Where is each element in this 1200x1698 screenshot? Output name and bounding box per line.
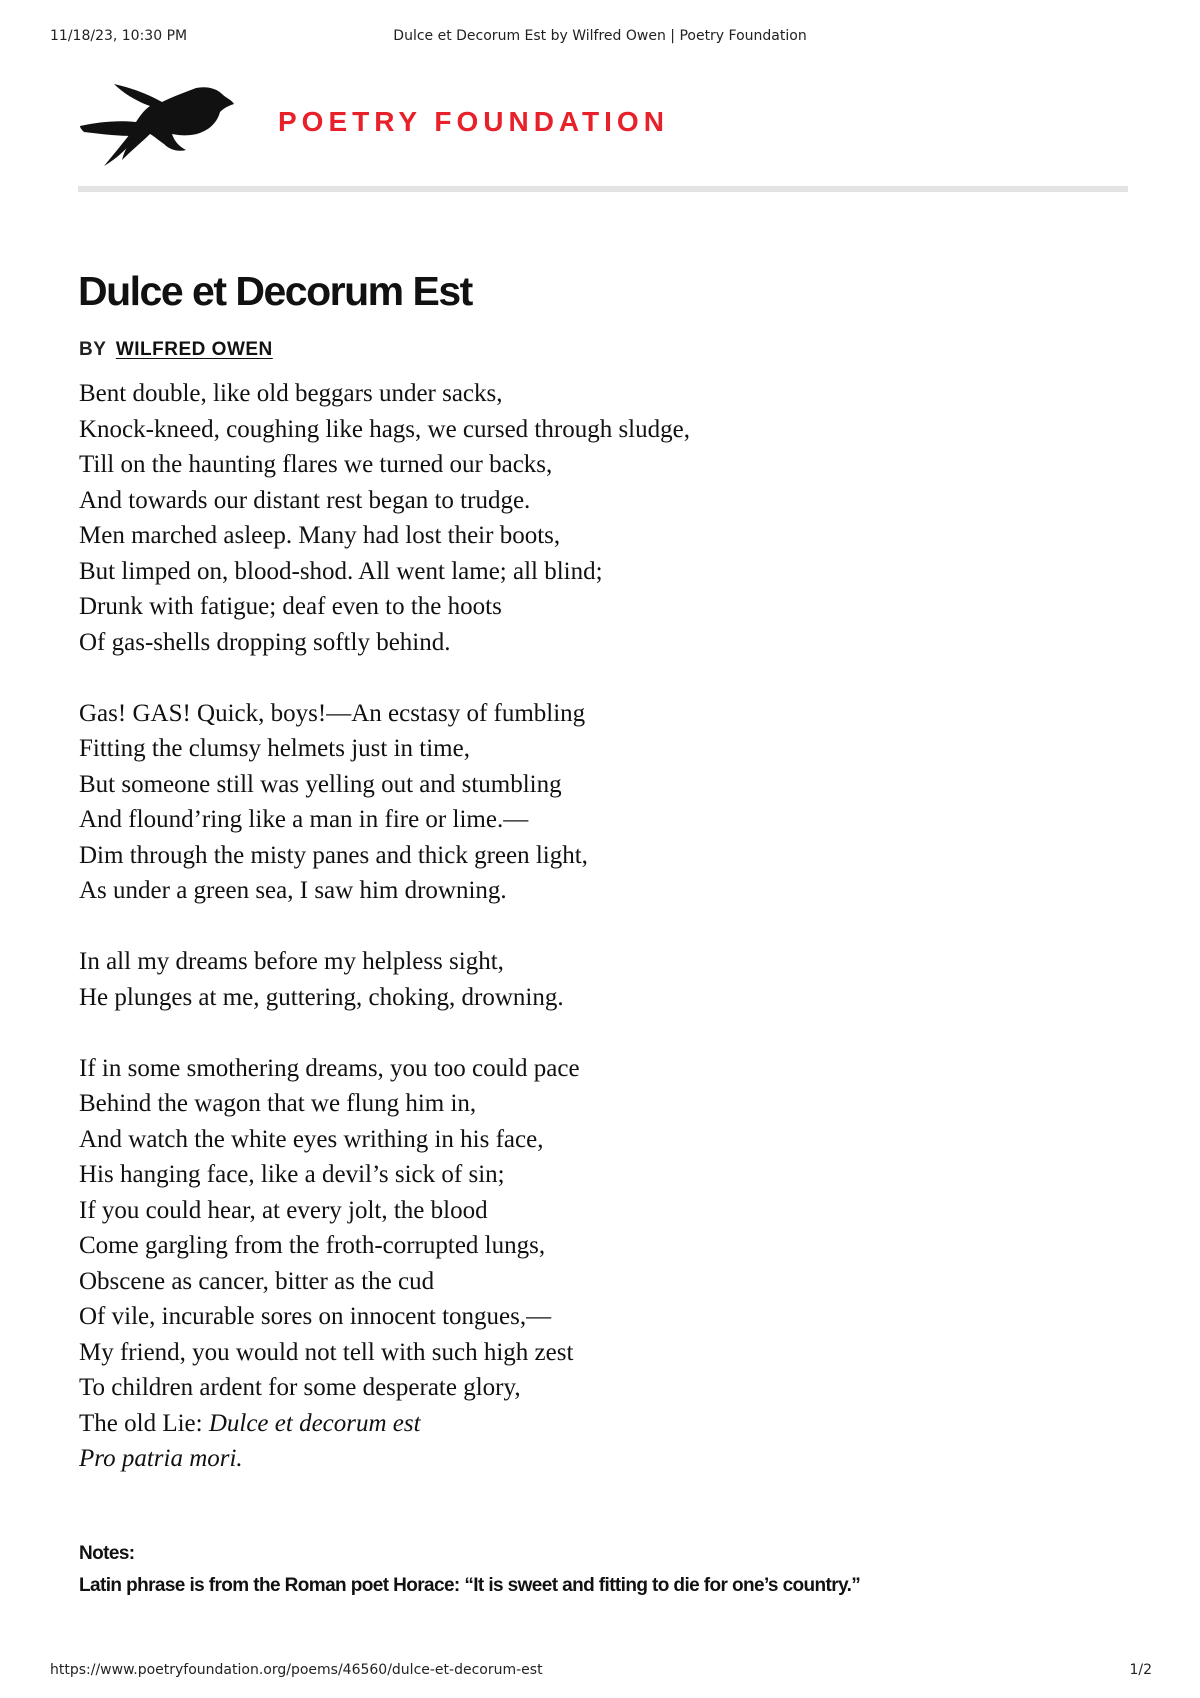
pegasus-logo-icon[interactable]: [78, 76, 234, 166]
poem-line: Behind the wagon that we flung him in,: [79, 1090, 477, 1117]
poem-line: Of gas-shells dropping softly behind.: [79, 628, 451, 656]
print-datetime: 11/18/23, 10:30 PM: [50, 28, 188, 44]
poem-line: Of vile, incurable sores on innocent tongues,—: [79, 1303, 552, 1330]
poem-line: If in some smothering dreams, you too could pace: [79, 1054, 580, 1082]
poem-line: His hanging face, like a devil’s sick of sin;: [79, 1161, 505, 1188]
poem-body: [79, 376, 1079, 1477]
latin-phrase-part-2: Pro patria mori.: [79, 1445, 243, 1472]
print-page-title: Dulce et Decorum Est by Wilfred Owen | Poetry Foundation: [393, 28, 807, 44]
poem-notes: [79, 1538, 1119, 1602]
stanza-break: [79, 909, 1079, 945]
poem-title: Dulce et Decorum Est: [78, 268, 472, 314]
poem-line: As under a green sea, I saw him drowning.: [79, 877, 507, 904]
poem-line: Gas! GAS! Quick, boys!—An ecstasy of fumbling: [79, 699, 586, 727]
poem-line: But limped on, blood-shod. All went lame; all blind;: [79, 557, 603, 585]
poem-line: In all my dreams before my helpless sight,: [79, 948, 504, 975]
poem-line: To children ardent for some desperate glory,: [79, 1374, 521, 1401]
poem-line: Knock-kneed, coughing like hags, we cursed through sludge,: [79, 415, 690, 443]
poem-line: Bent double, like old beggars under sacks,: [79, 380, 503, 407]
notes-label: Notes:: [79, 1543, 135, 1564]
poem-line: Come gargling from the froth-corrupted lungs,: [79, 1232, 546, 1259]
poem-line: And towards our distant rest began to trudge.: [79, 486, 531, 514]
poem-line: And flound’ring like a man in fire or lime.—: [79, 806, 529, 833]
poem-line: Fitting the clumsy helmets just in time,: [79, 735, 470, 762]
poem-line: Drunk with fatigue; deaf even to the hoots: [79, 593, 502, 620]
print-footer: [0, 1662, 1200, 1682]
poem-line: If you could hear, at every jolt, the blood: [79, 1196, 488, 1224]
poem-line: And watch the white eyes writhing in his face,: [79, 1125, 544, 1153]
poem-byline: [79, 339, 273, 361]
old-lie-prefix: The old Lie:: [79, 1409, 209, 1437]
notes-text: Latin phrase is from the Roman poet Horace: “It is sweet and fitting to die for one’s country.”: [79, 1575, 861, 1596]
print-header: [0, 28, 1200, 48]
poem-line: Dim through the misty panes and thick green light,: [79, 841, 588, 869]
latin-phrase-part-1: Dulce et decorum est: [208, 1409, 421, 1437]
poem-line: My friend, you would not tell with such high zest: [79, 1338, 574, 1366]
brand-wordmark[interactable]: POETRY FOUNDATION: [278, 106, 669, 137]
site-header: [78, 76, 1128, 166]
poem-line: Till on the haunting flares we turned our backs,: [79, 451, 553, 478]
stanza-break: [79, 1015, 1079, 1051]
poem-line-old-lie: [79, 1406, 1079, 1442]
poem-line: But someone still was yelling out and stumbling: [79, 770, 562, 798]
print-url: https://www.poetryfoundation.org/poems/46560/dulce-et-decorum-est: [50, 1662, 543, 1678]
author-link[interactable]: WILFRED OWEN: [115, 339, 273, 360]
poem-line: Obscene as cancer, bitter as the cud: [79, 1267, 435, 1295]
print-page-number: 1/2: [1129, 1662, 1152, 1678]
poem-line: He plunges at me, guttering, choking, drowning.: [79, 983, 564, 1011]
header-divider: [78, 186, 1128, 192]
poem-line: Men marched asleep. Many had lost their boots,: [79, 522, 561, 549]
by-label: BY: [79, 339, 107, 360]
stanza-break: [79, 660, 1079, 696]
